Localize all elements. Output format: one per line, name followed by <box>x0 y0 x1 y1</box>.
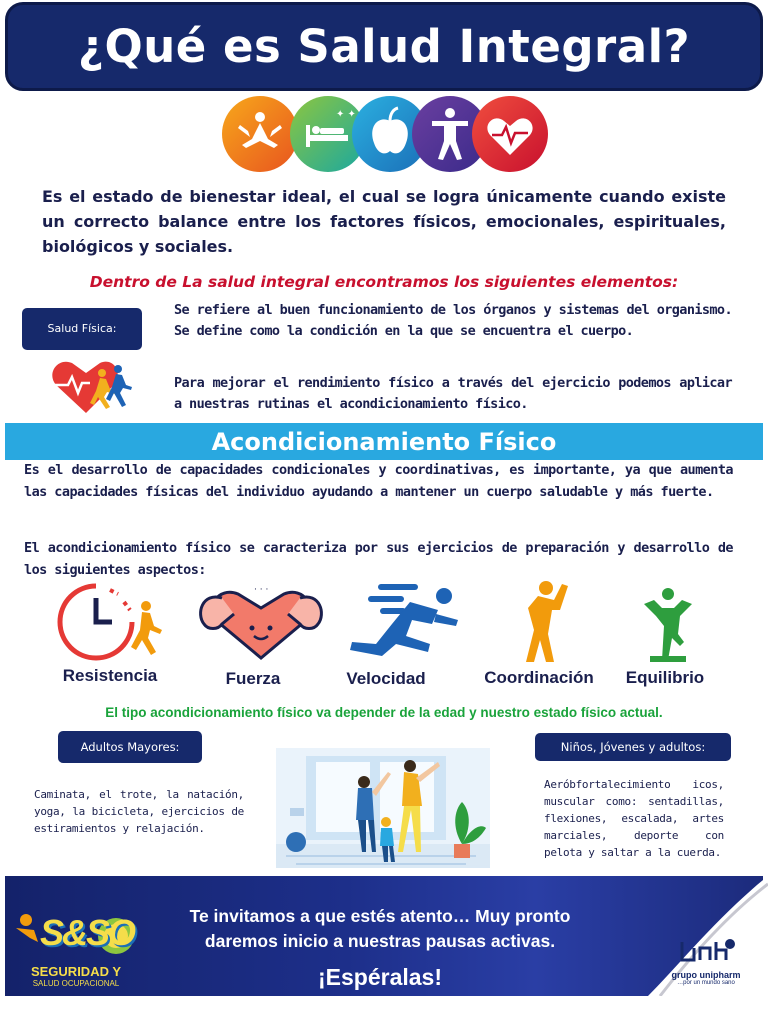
family-exercise-illustration <box>276 748 490 868</box>
svg-text:✦ ✦: ✦ ✦ <box>336 109 356 120</box>
sso-wordmark: S&SO <box>40 912 135 953</box>
unipharm-mark-icon <box>676 938 736 966</box>
footer-line-2: daremos inicio a nuestras pausas activas. <box>204 931 556 951</box>
title-banner <box>5 2 763 91</box>
ninos-jovenes-label: Niños, Jóvenes y adultos: <box>535 733 731 761</box>
salud-fisica-paragraph-1: Se refiere al buen funcionamiento de los órganos y sistemas del organismo. Se define como la condición en la que se encuentra el cuerpo. <box>174 302 732 339</box>
strong-heart-icon <box>194 578 328 662</box>
aspect-label-resistencia: Resistencia <box>62 666 158 685</box>
aspect-label-equilibrio: Equilibrio <box>625 668 705 687</box>
acondicionamiento-paragraph-2: El acondicionamiento físico se caracteriza por sus ejercicios de preparación y desarrollo de los siguientes aspectos: <box>24 540 733 578</box>
page-title: ¿Qué es Salud Integral? <box>77 20 691 73</box>
sso-logo <box>12 908 140 992</box>
adultos-mayores-label: Adultos Mayores: <box>58 731 202 763</box>
acondicionamiento-heading: Acondicionamiento Físico <box>211 427 557 456</box>
stretching-person-icon <box>508 578 570 664</box>
age-note: El tipo acondicionamiento físico va depender de la edad y nuestro estado físico actual. <box>105 705 663 720</box>
acondicionamiento-banner <box>5 423 763 460</box>
salud-fisica-paragraph-2: Para mejorar el rendimiento físico a través del ejercicio podemos aplicar a nuestras rutinas el acondicionamiento físico. <box>174 375 732 412</box>
acondicionamiento-paragraph-1: Es el desarrollo de capacidades condicionales y coordinativas, es importante, ya que aumenta las capacidades físicas del individuo ayudando a mantener un cuerpo saludable y más fuerte. <box>24 462 733 500</box>
footer-cta: ¡Espéralas! <box>317 964 442 990</box>
salud-fisica-label: Salud Física: <box>22 308 142 350</box>
adultos-mayores-text: Caminata, el trote, la natación, yoga, la bicicleta, ejercicios de estiramientos y relajación. <box>34 788 244 835</box>
balance-person-icon <box>640 586 696 666</box>
aspect-label-velocidad: Velocidad <box>346 669 426 688</box>
aspect-label-coordinacion: Coordinación <box>484 668 594 687</box>
unipharm-logo <box>666 938 746 990</box>
speed-runner-icon <box>340 580 464 666</box>
stopwatch-runner-icon <box>56 580 166 662</box>
sso-line-1: SEGURIDAD Y <box>30 964 122 979</box>
ninos-jovenes-text: Aeróbfortalecimiento icos, muscular como: sentadillas, flexiones, escalada, artes marciales, deporte con pelota y saltar a la cuerda. <box>544 778 724 859</box>
health-circles-illustration <box>218 95 552 173</box>
heart-runner-icon <box>50 355 134 417</box>
footer-line-1: Te invitamos a que estés atento… Muy pronto <box>189 906 571 926</box>
elements-subtitle: Dentro de La salud integral encontramos los siguientes elementos: <box>89 273 679 291</box>
svg-text:· · ·: · · · <box>254 585 269 595</box>
intro-paragraph: Es el estado de bienestar ideal, el cual se logra únicamente cuando existe un correcto balance entre los factores físicos, emocionales, espirituales, biológicos y sociales. <box>42 187 726 256</box>
sso-line-2: SALUD OCUPACIONAL <box>32 979 120 988</box>
unipharm-tagline: …por un mundo sano <box>677 980 735 986</box>
unipharm-wordmark: grupo unipharm <box>671 970 741 980</box>
aspect-label-fuerza: Fuerza <box>225 669 281 688</box>
